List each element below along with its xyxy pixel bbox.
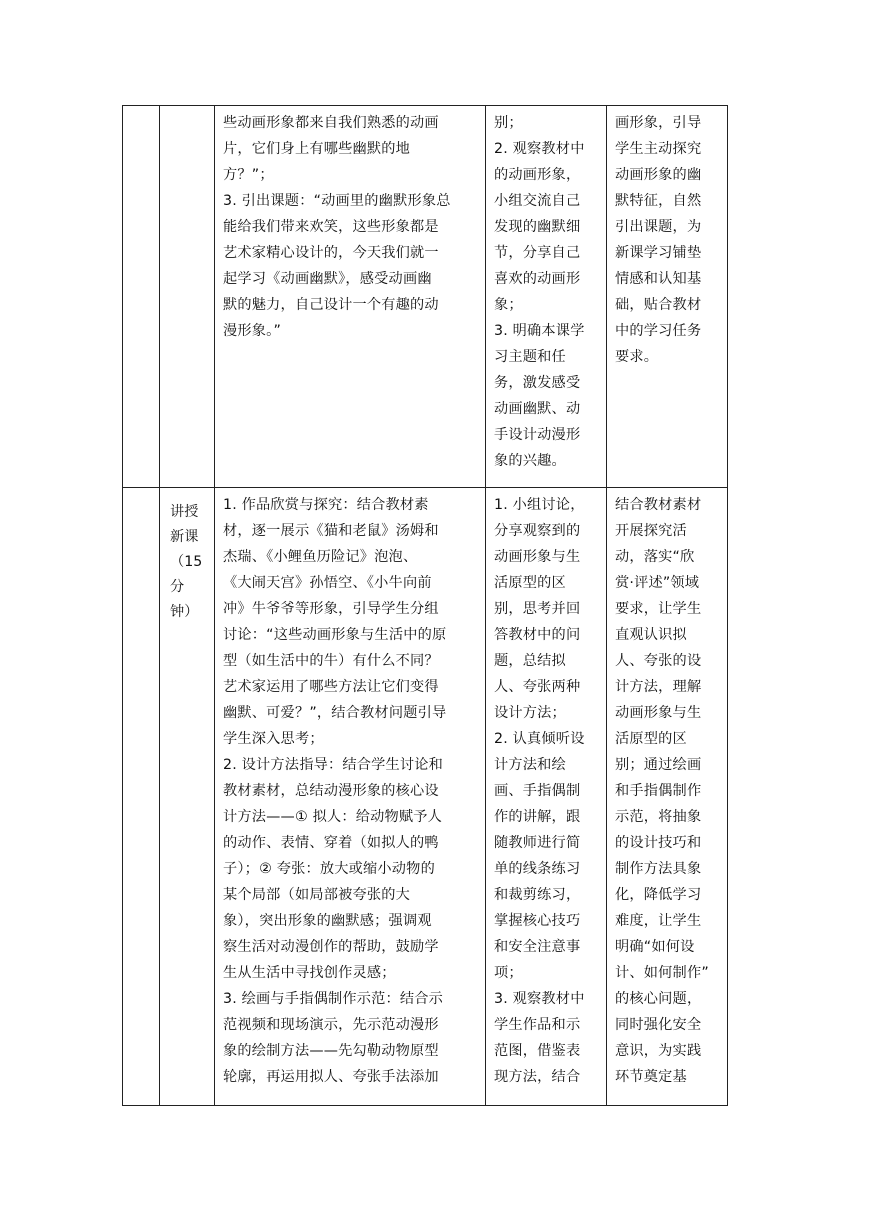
stage-text	[160, 106, 214, 118]
design-intent-cell	[607, 488, 728, 1106]
teacher-activity-text: 1. 作品欣赏与探究：结合教材素 材，逐一展示《猫和老鼠》汤姆和 杰瑞、《小鲤鱼历险记》泡泡、 《大闹天宫》孙悟空、《小牛向前 冲》牛爷爷等形象，引导学生分组 讨论：“这些动画形象与生活中的原 型（如生活中的牛）有什么不同？ 艺术家运用了哪些方法让它们变得 幽默、可爱？”，结合教材问题引导 学生深入思考； 2. 设计方法指导：结合学生讨论和 教材素材，总结动漫形象的核心设 计方法——① 拟人：给动物赋予人 的动作、表情、穿着（如拟人的鸭 子）；② 夸张：放大或缩小动物的 某个局部（如局部被夸张的大 象），突出形象的幽默感；强调观 察生活对动漫创作的帮助，鼓励学 生从生活中寻找创作灵感； 3. 绘画与手指偶制作示范：结合示 范视频和现场演示，先示范动漫形 象的绘制方法——先勾勒动物原型 轮廓，再运用拟人、夸张手法添加	[223, 497, 447, 1085]
teacher-activity-cell	[215, 106, 486, 488]
blank-cell	[123, 488, 160, 1106]
student-activity-cell	[486, 488, 607, 1106]
teacher-activity-cell	[215, 488, 486, 1106]
blank-cell	[123, 106, 160, 488]
table-row	[123, 488, 728, 1106]
stage-cell	[160, 106, 215, 488]
stage-text: 讲授 新课 （15 分 钟）	[170, 504, 203, 620]
design-intent-text: 结合教材素材 开展探究活 动，落实“欣 赏·评述”领域 要求，让学生 直观认识拟 人、夸张的设 计方法，理解 动画形象与生 活原型的区 别；通过绘画 和手指偶制作 示范，将抽象 的设计技巧和 制作方法具象 化，降低学习 难度，让学生 明确“如何设 计、如何制作” 的核心问题， 同时强化安全 意识，为实践 环节奠定基	[615, 497, 709, 1085]
lesson-plan-table	[122, 105, 728, 1106]
student-activity-text: 别； 2. 观察教材中 的动画形象， 小组交流自己 发现的幽默细 节，分享自己 喜欢的动画形 象； 3. 明确本课学 习主题和任 务，激发感受 动画幽默、动 手设计动漫形 象的兴趣。	[494, 115, 585, 469]
student-activity-cell	[486, 106, 607, 488]
stage-cell	[160, 488, 215, 1106]
table-row	[123, 106, 728, 488]
design-intent-text: 画形象，引导 学生主动探究 动画形象的幽 默特征，自然 引出课题，为 新课学习铺垫 情感和认知基 础，贴合教材 中的学习任务 要求。	[615, 115, 702, 365]
teacher-activity-text: 些动画形象都来自我们熟悉的动画 片，它们身上有哪些幽默的地 方？”； 3. 引出课题：“动画里的幽默形象总 能给我们带来欢笑，这些形象都是 艺术家精心设计的，今天我们就一 起学习《动画幽默》，感受动画幽 默的魅力，自己设计一个有趣的动 漫形象。”	[223, 115, 451, 339]
student-activity-text: 1. 小组讨论， 分享观察到的 动画形象与生 活原型的区 别，思考并回 答教材中的问 题，总结拟 人、夸张两种 设计方法； 2. 认真倾听设 计方法和绘 画、手指偶制 作的讲解，跟 随教师进行简 单的线条练习 和裁剪练习， 掌握核心技巧 和安全注意事 项； 3. 观察教材中 学生作品和示 范图，借鉴表 现方法，结合	[494, 497, 585, 1085]
design-intent-cell	[607, 106, 728, 488]
